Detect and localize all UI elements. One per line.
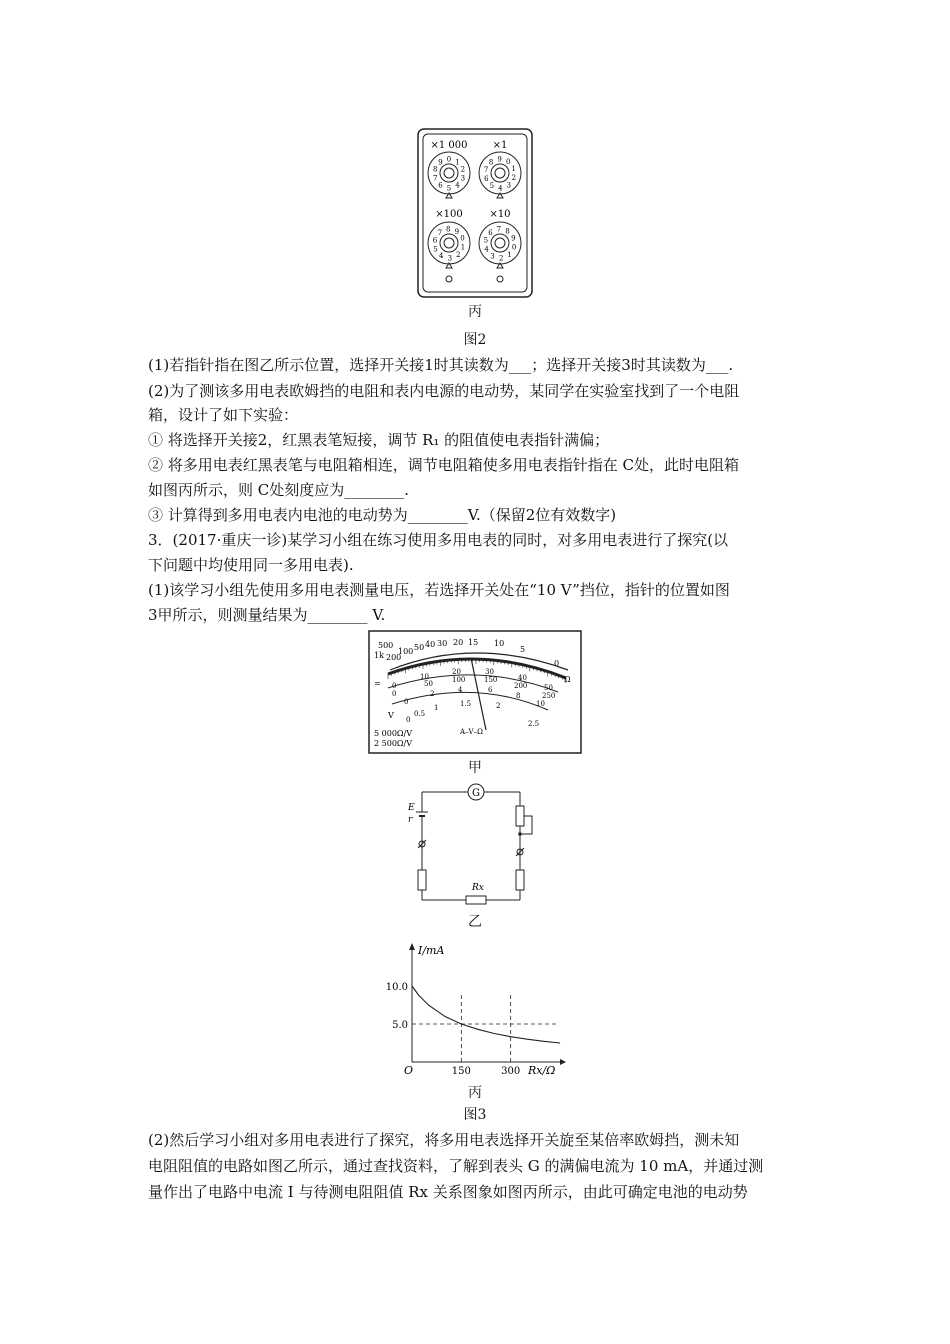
ohm-label-1k: 1k <box>374 651 384 660</box>
ohm-label-500: 500 <box>378 641 394 650</box>
dial-label-x100: ×100 <box>435 209 463 220</box>
dial-digit: 9 <box>454 227 460 236</box>
dial-x10[interactable] <box>479 222 521 268</box>
dial-digit: 1 <box>507 251 512 259</box>
x-axis-label: Rx/Ω <box>528 1064 556 1077</box>
circuit-svg <box>408 782 544 907</box>
ohm-label-0: 0 <box>554 659 560 668</box>
q2-part2: (2)为了测该多用电表欧姆挡的电阻和表内电源的电动势，某同学在实验室找到了一个电阻 <box>148 382 740 400</box>
origin-label: O <box>404 1064 414 1077</box>
dial-digit: 9 <box>511 234 516 243</box>
q3-part2-line3: 量作出了电路中电流 I 与待测电阻阻值 Rx 关系图象如图丙所示，由此可确定电池的电动势 <box>148 1183 748 1201</box>
y-axis-label: I/mA <box>418 944 445 957</box>
dc-symbol: ≂ <box>374 679 381 688</box>
dc-label-40: 40 <box>518 674 527 682</box>
ac-scale <box>406 700 539 728</box>
dial-digit: 1 <box>455 158 460 167</box>
dial-digit: 3 <box>447 254 453 263</box>
dc-label-b200: 200 <box>514 682 528 690</box>
inner-label-2: 2 <box>430 690 435 698</box>
circuit-figure <box>408 782 544 907</box>
q2-part2-cont: 箱，设计了如下实验： <box>148 406 299 424</box>
dial-digit: 0 <box>505 158 511 166</box>
ac-label-2: 2 <box>496 702 501 710</box>
dial-digit: 8 <box>432 165 438 174</box>
ohm-label-10: 10 <box>494 639 505 648</box>
ohm-label-40: 40 <box>425 640 436 649</box>
inner-label-8: 8 <box>516 692 521 700</box>
meter-spec-2: 2 500Ω/V <box>374 739 413 748</box>
fig3-graph-caption: 丙 <box>468 1085 482 1101</box>
dc-label-b250: 250 <box>542 692 556 700</box>
ac-label-1.5: 1.5 <box>460 700 472 708</box>
meter-center-label: A–V–Ω <box>460 728 483 736</box>
fig3-caption: 图3 <box>463 1107 487 1123</box>
ac-label-2.5: 2.5 <box>528 720 540 728</box>
dial-label-x1: ×1 <box>492 140 508 151</box>
dial-digit: 0 <box>446 155 452 164</box>
dial-digit: 9 <box>438 158 443 167</box>
resistance-box-figure <box>417 128 533 298</box>
inner-label-10: 10 <box>536 700 545 708</box>
ohm-label-20: 20 <box>453 638 464 647</box>
q2-step1: ① 将选择开关接2，红黑表笔短接，调节 R₁ 的阻值使电表指针满偏； <box>148 431 610 449</box>
fig2-caption: 图2 <box>463 332 487 348</box>
dc-label-b150: 150 <box>484 676 498 684</box>
dial-x1000[interactable] <box>428 152 470 198</box>
ohm-unit: Ω <box>564 675 571 684</box>
ohm-label-100: 100 <box>398 647 414 656</box>
dial-digit: 8 <box>505 227 510 236</box>
ac-label-0: 0 <box>406 716 411 724</box>
y-tick-label: 5.0 <box>392 1020 408 1031</box>
meter-ticks <box>388 659 566 683</box>
x-tick-label: 300 <box>501 1066 521 1077</box>
resistor-left <box>418 870 426 890</box>
dial-digit: 0 <box>511 243 517 252</box>
q3-part2-line2: 电阻阻值的电路如图乙所示，通过查找资料，了解到表头 G 的满偏电流为 10 mA，并通过测 <box>148 1157 764 1175</box>
meter-spec-1: 5 000Ω/V <box>374 729 413 738</box>
dc-label-10: 10 <box>420 673 429 681</box>
dial-digit: 7 <box>483 165 489 174</box>
dial-digit: 4 <box>498 184 503 193</box>
inner-label-6: 6 <box>488 686 493 694</box>
ac-label-1: 1 <box>434 704 439 712</box>
dial-digit: 0 <box>460 234 465 243</box>
ohm-label-200: 200 <box>386 653 402 662</box>
dial-digit: 2 <box>511 174 517 183</box>
dial-digit: 4 <box>438 252 444 261</box>
dc-label-b100: 100 <box>452 676 466 684</box>
dial-digit: 3 <box>506 181 512 190</box>
dc-label-20: 20 <box>452 668 461 676</box>
dial-digit: 7 <box>432 174 438 183</box>
dial-digit: 8 <box>488 158 494 167</box>
series-line <box>412 986 560 1043</box>
dc-label-b0: 0 <box>392 690 397 698</box>
dial-digit: 8 <box>445 225 451 234</box>
ohm-label-30: 30 <box>437 639 448 648</box>
q3-part2-line1: (2)然后学习小组对多用电表进行了探究，将多用电表选择开关旋至某倍率欧姆挡，测未知 <box>148 1131 740 1149</box>
q2-step3: ③ 计算得到多用电表内电池的电动势为________V.（保留2位有效数字) <box>148 506 617 524</box>
dial-digit: 9 <box>497 155 502 164</box>
dial-digit: 4 <box>455 181 460 190</box>
emf-label: E <box>408 803 415 813</box>
ohm-label-50: 50 <box>414 643 425 652</box>
dial-label-x1000: ×1 000 <box>430 140 468 151</box>
dial-digit: 6 <box>484 174 489 183</box>
resistor-right <box>516 870 524 890</box>
q2-step2: ② 将多用电表红黑表笔与电阻箱相连，调节电阻箱使多用电表指针指在 C处，此时电阻箱 <box>148 456 740 474</box>
dial-digit: 2 <box>455 251 461 260</box>
galvanometer-label: G <box>472 788 480 799</box>
dc-label-30: 30 <box>485 668 494 676</box>
inner-label-4: 4 <box>458 686 463 694</box>
dc-label-50: 50 <box>544 684 553 692</box>
dial-digit: 7 <box>496 225 502 234</box>
dial-digit: 6 <box>438 181 443 190</box>
q3-intro-cont: 下问题中均使用同一多用电表). <box>148 556 354 574</box>
fig3-circuit-caption: 乙 <box>468 914 482 930</box>
terminal-left <box>446 276 452 282</box>
dial-digit: 7 <box>437 228 443 237</box>
q2-step2-cont: 如图丙所示，则 C处刻度应为________. <box>148 481 410 499</box>
dial-digit: 5 <box>446 184 452 193</box>
q3-intro: 3．(2017·重庆一诊)某学习小组在练习使用多用电表的同时，对多用电表进行了探究(以 <box>148 531 729 549</box>
dial-digit: 6 <box>488 229 493 237</box>
dial-digit: 2 <box>498 254 504 263</box>
current-resistance-graph <box>378 940 568 1080</box>
dial-digit: 3 <box>460 174 466 183</box>
dial-digit: 6 <box>432 236 438 245</box>
terminal-right <box>497 276 503 282</box>
fig2-sub-caption: 丙 <box>468 304 482 320</box>
q3-part1-cont: 3甲所示，则测量结果为________ V. <box>148 606 386 624</box>
meter-face-figure <box>368 630 582 754</box>
q2-part1: (1)若指针指在图乙所示位置，选择开关接1时其读数为___；选择开关接3时其读数为___. <box>148 356 734 374</box>
dial-digit: 5 <box>433 245 438 254</box>
dial-digit: 1 <box>460 243 466 252</box>
dial-x100[interactable] <box>428 222 470 268</box>
ohm-label-5: 5 <box>520 645 526 654</box>
dial-digit: 5 <box>483 236 489 245</box>
ac-label-0.5: 0.5 <box>414 710 426 718</box>
rheostat <box>516 806 524 826</box>
dial-digit: 2 <box>460 165 466 174</box>
dc-label-0: 0 <box>392 682 397 690</box>
dial-digit: 1 <box>511 165 516 174</box>
graph-svg <box>378 940 568 1080</box>
dc-label-b50: 50 <box>424 680 433 688</box>
q3-part1: (1)该学习小组先使用多用电表测量电压，若选择开关处在“10 V”挡位，指针的位置如图 <box>148 581 730 599</box>
rx-resistor <box>466 896 486 904</box>
dial-label-x10: ×10 <box>489 209 511 220</box>
dial-digit: 4 <box>484 245 489 254</box>
y-tick-label: 10.0 <box>385 982 408 993</box>
dial-digit: 5 <box>489 182 495 190</box>
meter-needle <box>471 658 486 730</box>
dial-digit: 3 <box>490 252 495 261</box>
x-tick-label: 150 <box>451 1066 471 1077</box>
dial-x1[interactable] <box>479 152 521 198</box>
rx-label: Rx <box>472 883 484 893</box>
fig3-meter-caption: 甲 <box>468 760 482 776</box>
ohm-label-15: 15 <box>468 638 479 647</box>
meter-face-svg <box>368 630 582 754</box>
v-symbol: V <box>388 711 394 720</box>
inner-label-0: 0 <box>404 698 409 706</box>
internal-resistance-label: r <box>408 815 413 825</box>
resistance-box-svg <box>417 128 533 298</box>
